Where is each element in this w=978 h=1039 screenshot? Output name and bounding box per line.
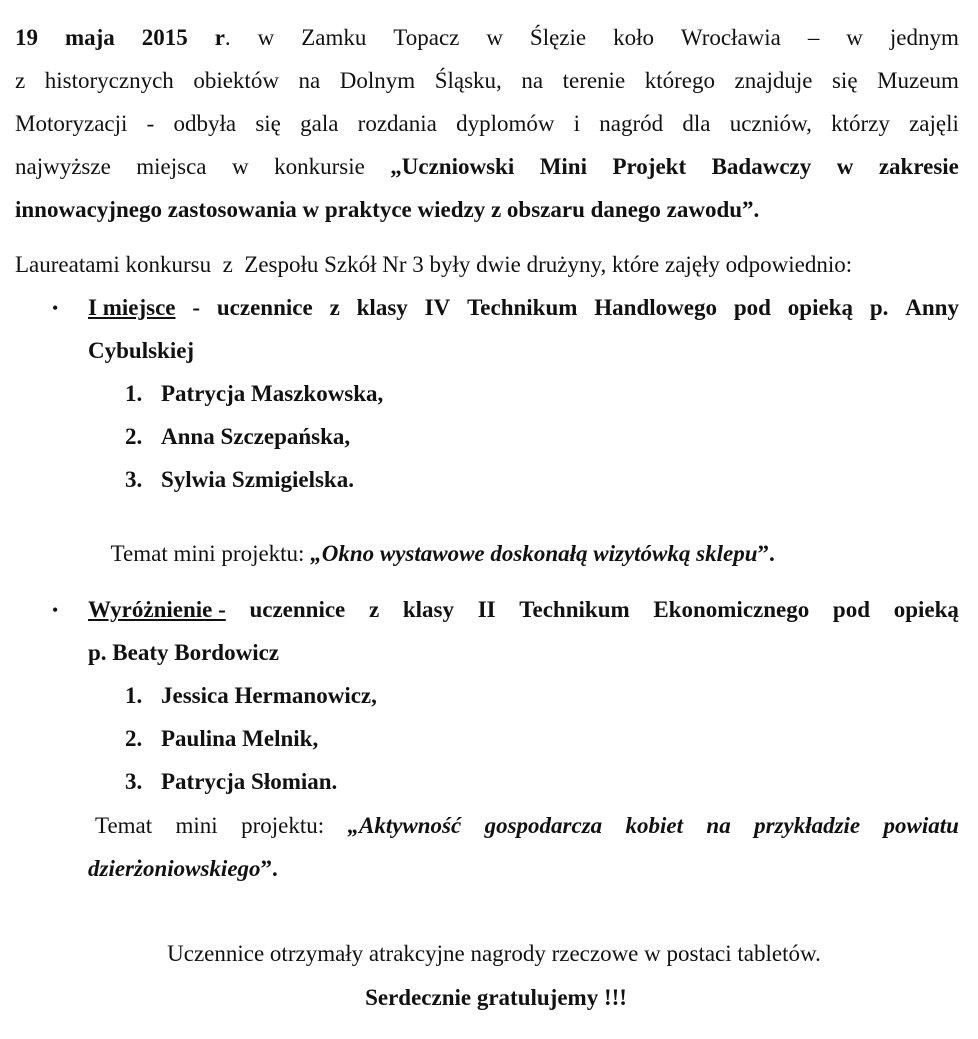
second-place-label: Wyróżnienie - bbox=[88, 597, 226, 622]
word: Dolnym bbox=[339, 68, 416, 93]
word: miejsca bbox=[136, 154, 207, 179]
word: na bbox=[298, 68, 321, 93]
word: Handlowego bbox=[594, 295, 717, 320]
student-number: 3. bbox=[125, 769, 143, 794]
word: Temat bbox=[95, 813, 153, 838]
prizes-note: Uczennice otrzymały atrakcyjne nagrody rzeczowe w postaci tabletów. bbox=[167, 941, 821, 966]
intro-line-1 bbox=[15, 23, 959, 53]
second-place-line-1 bbox=[88, 595, 959, 625]
word: zakresie bbox=[878, 154, 959, 179]
word: gospodarcza bbox=[484, 813, 603, 838]
word: Topacz bbox=[393, 25, 460, 50]
word: uczniów, bbox=[729, 111, 812, 136]
word: klasy bbox=[402, 597, 454, 622]
bullet-icon: • bbox=[52, 600, 59, 620]
word: „Uczniowski bbox=[390, 154, 515, 179]
word: historycznych bbox=[44, 68, 174, 93]
word: projektu: bbox=[241, 813, 325, 838]
word: 19 bbox=[15, 25, 38, 50]
word: II bbox=[477, 597, 496, 622]
word: Technikum bbox=[467, 295, 578, 320]
word: IV bbox=[424, 295, 451, 320]
topic-title: „Okno wystawowe doskonałą wizytówką sklepu bbox=[310, 541, 758, 566]
word: - bbox=[192, 295, 201, 320]
word: w bbox=[257, 25, 275, 50]
student-number: 1. bbox=[125, 381, 143, 406]
word: którzy bbox=[831, 111, 890, 136]
word: – bbox=[807, 25, 820, 50]
word: powiatu bbox=[883, 813, 959, 838]
word: w bbox=[846, 25, 863, 50]
congratulations: Serdecznie gratulujemy !!! bbox=[365, 985, 627, 1010]
word: na bbox=[706, 813, 731, 838]
word: Anny bbox=[905, 295, 959, 320]
word: przykładzie bbox=[754, 813, 861, 838]
word: mini bbox=[175, 813, 218, 838]
word: się bbox=[831, 68, 858, 93]
word: maja bbox=[64, 25, 115, 50]
student-number: 2. bbox=[125, 726, 143, 751]
word: którego bbox=[644, 68, 715, 93]
word: kobiet bbox=[625, 813, 684, 838]
bullet-icon: • bbox=[52, 298, 59, 318]
student-name: Paulina Melnik, bbox=[161, 726, 319, 751]
student-number: 2. bbox=[125, 424, 143, 449]
second-student-3 bbox=[125, 767, 337, 797]
word: znajduje bbox=[734, 68, 813, 93]
word: Muzeum bbox=[877, 68, 959, 93]
word: r. bbox=[214, 25, 231, 50]
first-student-1 bbox=[125, 379, 383, 409]
word: z bbox=[368, 597, 380, 622]
intro-line-2 bbox=[15, 66, 959, 96]
word: odbyła bbox=[173, 111, 237, 136]
intro-line-4 bbox=[15, 152, 959, 182]
word: uczennice bbox=[249, 597, 346, 622]
word: na bbox=[521, 68, 544, 93]
word: jednym bbox=[889, 25, 959, 50]
word: konkursie bbox=[274, 154, 365, 179]
word: dyplomów bbox=[456, 111, 555, 136]
word: rozdania bbox=[357, 111, 437, 136]
topic-end: ”. bbox=[260, 856, 278, 881]
word: z bbox=[329, 295, 340, 320]
student-name: Jessica Hermanowicz, bbox=[161, 683, 377, 708]
first-place-label: I miejsce bbox=[88, 295, 176, 320]
second-student-1 bbox=[125, 681, 377, 711]
word: z bbox=[15, 68, 26, 93]
first-place-line-1 bbox=[88, 293, 959, 323]
word: pod bbox=[733, 295, 771, 320]
word: koło bbox=[613, 25, 654, 50]
word: terenie bbox=[562, 68, 626, 93]
word: 2015 bbox=[141, 25, 188, 50]
word: „Aktywność bbox=[347, 813, 462, 838]
word: p. bbox=[869, 295, 889, 320]
student-name: Patrycja Słomian. bbox=[161, 769, 338, 794]
word: Technikum bbox=[519, 597, 630, 622]
topic-label: Temat mini projektu: bbox=[110, 541, 311, 566]
first-place-line-2: Cybulskiej bbox=[88, 338, 195, 363]
word: zajęli bbox=[909, 111, 959, 136]
word: opieką bbox=[893, 597, 959, 622]
laureates-intro: Laureatami konkursu z Zespołu Szkół Nr 3 były dwie drużyny, które zajęły odpowiednio: bbox=[15, 252, 853, 277]
first-topic bbox=[88, 509, 775, 599]
student-number: 1. bbox=[125, 683, 143, 708]
word: w bbox=[836, 154, 854, 179]
first-student-2 bbox=[125, 422, 350, 452]
word: nagród bbox=[599, 111, 664, 136]
word: Projekt bbox=[612, 154, 687, 179]
contest-title-end: innowacyjnego zastosowania w praktyce wiedzy z obszaru danego zawodu”. bbox=[15, 197, 760, 222]
word: Wrocławia bbox=[680, 25, 781, 50]
second-topic-line-2 bbox=[88, 854, 278, 884]
student-name: Sylwia Szmigielska. bbox=[161, 467, 354, 492]
word: obiektów bbox=[193, 68, 279, 93]
word: opieką bbox=[787, 295, 853, 320]
word: Badawczy bbox=[711, 154, 812, 179]
topic-title-end: dzierżoniowskiego bbox=[88, 856, 261, 881]
word: gala bbox=[300, 111, 339, 136]
second-topic-line-1 bbox=[95, 811, 959, 841]
word: dla bbox=[682, 111, 711, 136]
word: Motoryzacji bbox=[15, 111, 128, 136]
topic-end: ”. bbox=[757, 541, 775, 566]
word: w bbox=[231, 154, 249, 179]
word: klasy bbox=[356, 295, 408, 320]
word: Ekonomicznego bbox=[653, 597, 810, 622]
word: - bbox=[146, 111, 155, 136]
student-name: Patrycja Maszkowska, bbox=[161, 381, 384, 406]
second-student-2 bbox=[125, 724, 318, 754]
word: Zamku bbox=[301, 25, 367, 50]
word: uczennice bbox=[216, 295, 313, 320]
second-place-line-2: p. Beaty Bordowicz bbox=[88, 640, 280, 665]
student-number: 3. bbox=[125, 467, 143, 492]
word: najwyższe bbox=[15, 154, 111, 179]
intro-line-3 bbox=[15, 109, 959, 139]
word: Śląsku, bbox=[434, 68, 502, 93]
word: pod bbox=[832, 597, 871, 622]
word: Ślęzie bbox=[529, 25, 587, 50]
word: się bbox=[255, 111, 281, 136]
student-name: Anna Szczepańska, bbox=[161, 424, 351, 449]
word: . bbox=[224, 25, 231, 50]
word: i bbox=[573, 111, 581, 136]
first-student-3 bbox=[125, 465, 354, 495]
word: Mini bbox=[539, 154, 587, 179]
word: w bbox=[486, 25, 503, 50]
